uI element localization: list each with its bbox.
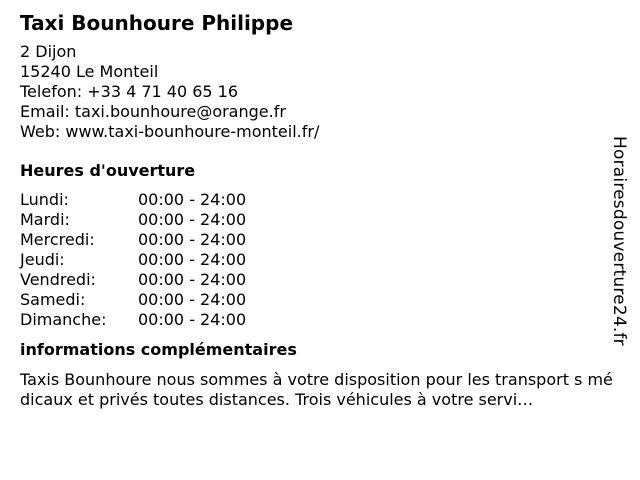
business-name: Taxi Bounhoure Philippe [20, 11, 294, 35]
hours-row-tuesday [20, 210, 620, 230]
day-label: Vendredi: [20, 270, 96, 289]
time-range: 00:00 - 24:00 [138, 290, 247, 309]
hours-table [20, 190, 620, 330]
address-street: 2 Dijon [20, 42, 77, 61]
time-range: 00:00 - 24:00 [138, 230, 247, 249]
day-label: Lundi: [20, 190, 69, 209]
day-label: Mardi: [20, 210, 70, 229]
day-label: Mercredi: [20, 230, 95, 249]
hours-row-sunday [20, 310, 620, 330]
day-label: Samedi: [20, 290, 86, 309]
address-city: 15240 Le Monteil [20, 62, 159, 81]
day-label: Jeudi: [20, 250, 65, 269]
website-line[interactable]: Web: www.taxi-bounhoure-monteil.fr/ [20, 122, 320, 141]
day-label: Dimanche: [20, 310, 107, 329]
info-description: Taxis Bounhoure nous sommes à votre disposition pour les transport s médicaux et privés toutes distances. Trois véhicules à votre servi… [20, 370, 613, 409]
hours-row-thursday [20, 250, 620, 270]
time-range: 00:00 - 24:00 [138, 210, 247, 229]
info-title: informations complémentaires [20, 340, 297, 359]
hours-row-wednesday [20, 230, 620, 250]
phone-line[interactable]: Telefon: +33 4 71 40 65 16 [20, 82, 239, 101]
address-block [20, 42, 620, 142]
email-line[interactable]: Email: taxi.bounhoure@orange.fr [20, 102, 286, 121]
hours-row-saturday [20, 290, 620, 310]
hours-row-friday [20, 270, 620, 290]
time-range: 00:00 - 24:00 [138, 270, 247, 289]
time-range: 00:00 - 24:00 [138, 250, 247, 269]
site-watermark: Horairesdouverture24.fr [609, 136, 629, 346]
time-range: 00:00 - 24:00 [138, 310, 247, 329]
business-card [20, 10, 620, 410]
hours-title: Heures d'ouverture [20, 161, 196, 180]
time-range: 00:00 - 24:00 [138, 190, 247, 209]
hours-row-monday [20, 190, 620, 210]
